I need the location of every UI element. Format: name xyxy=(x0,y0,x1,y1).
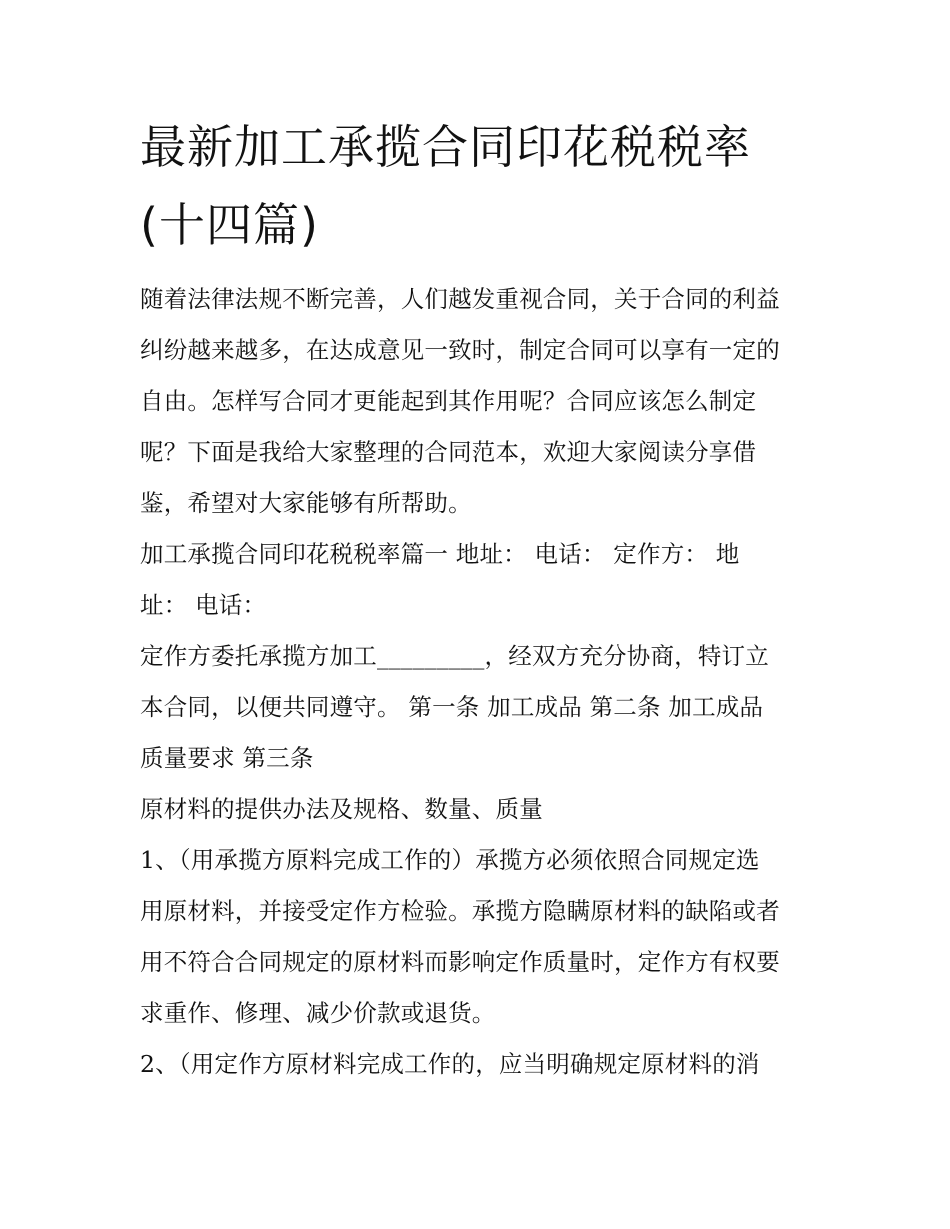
document-title xyxy=(140,108,820,264)
text-line: 呢？下面是我给大家整理的合同范本，欢迎大家阅读分享借 xyxy=(140,438,757,466)
text-line: 纠纷越来越多，在达成意见一致时，制定合同可以享有一定的 xyxy=(140,336,780,364)
text-line: 原材料的提供办法及规格、数量、质量 xyxy=(140,795,543,823)
text-line: 求重作、修理、减少价款或退货。 xyxy=(140,999,496,1027)
text-line: 用原材料，并接受定作方检验。承揽方隐瞒原材料的缺陷或者 xyxy=(140,897,780,925)
text-line: 本合同，以便共同遵守。 第一条 加工成品 第二条 加工成品 xyxy=(140,693,764,721)
text-line: 自由。怎样写合同才更能起到其作用呢？合同应该怎么制定 xyxy=(140,387,757,415)
clause-2-paragraph xyxy=(140,1039,820,1090)
text-line: 加工承揽合同印花税税率篇一 地址： 电话： 定作方： 地 xyxy=(140,540,740,568)
title-line-1: 最新加工承揽合同印花税税率 xyxy=(140,120,751,174)
text-line: 用不符合合同规定的原材料而影响定作质量时，定作方有权要 xyxy=(140,948,780,976)
commission-paragraph xyxy=(140,631,820,784)
text-line: 址： 电话： xyxy=(140,591,267,619)
text-line: 1、（用承揽方原料完成工作的）承揽方必须依照合同规定选 xyxy=(140,846,760,874)
materials-heading-paragraph xyxy=(140,784,820,835)
text-line: 质量要求 第三条 xyxy=(140,744,314,772)
title-line-2: (十四篇) xyxy=(140,198,319,252)
text-line: 随着法律法规不断完善，人们越发重视合同，关于合同的利益 xyxy=(140,285,780,313)
intro-paragraph xyxy=(140,274,820,529)
section-header-paragraph xyxy=(140,529,820,631)
text-line: 鉴，希望对大家能够有所帮助。 xyxy=(140,489,472,517)
text-line: 2、（用定作方原材料完成工作的，应当明确规定原材料的消 xyxy=(140,1050,760,1078)
text-line: 定作方委托承揽方加工_________，经双方充分协商，特订立 xyxy=(140,642,769,670)
clause-1-paragraph xyxy=(140,835,820,1039)
document-page xyxy=(140,108,820,1090)
